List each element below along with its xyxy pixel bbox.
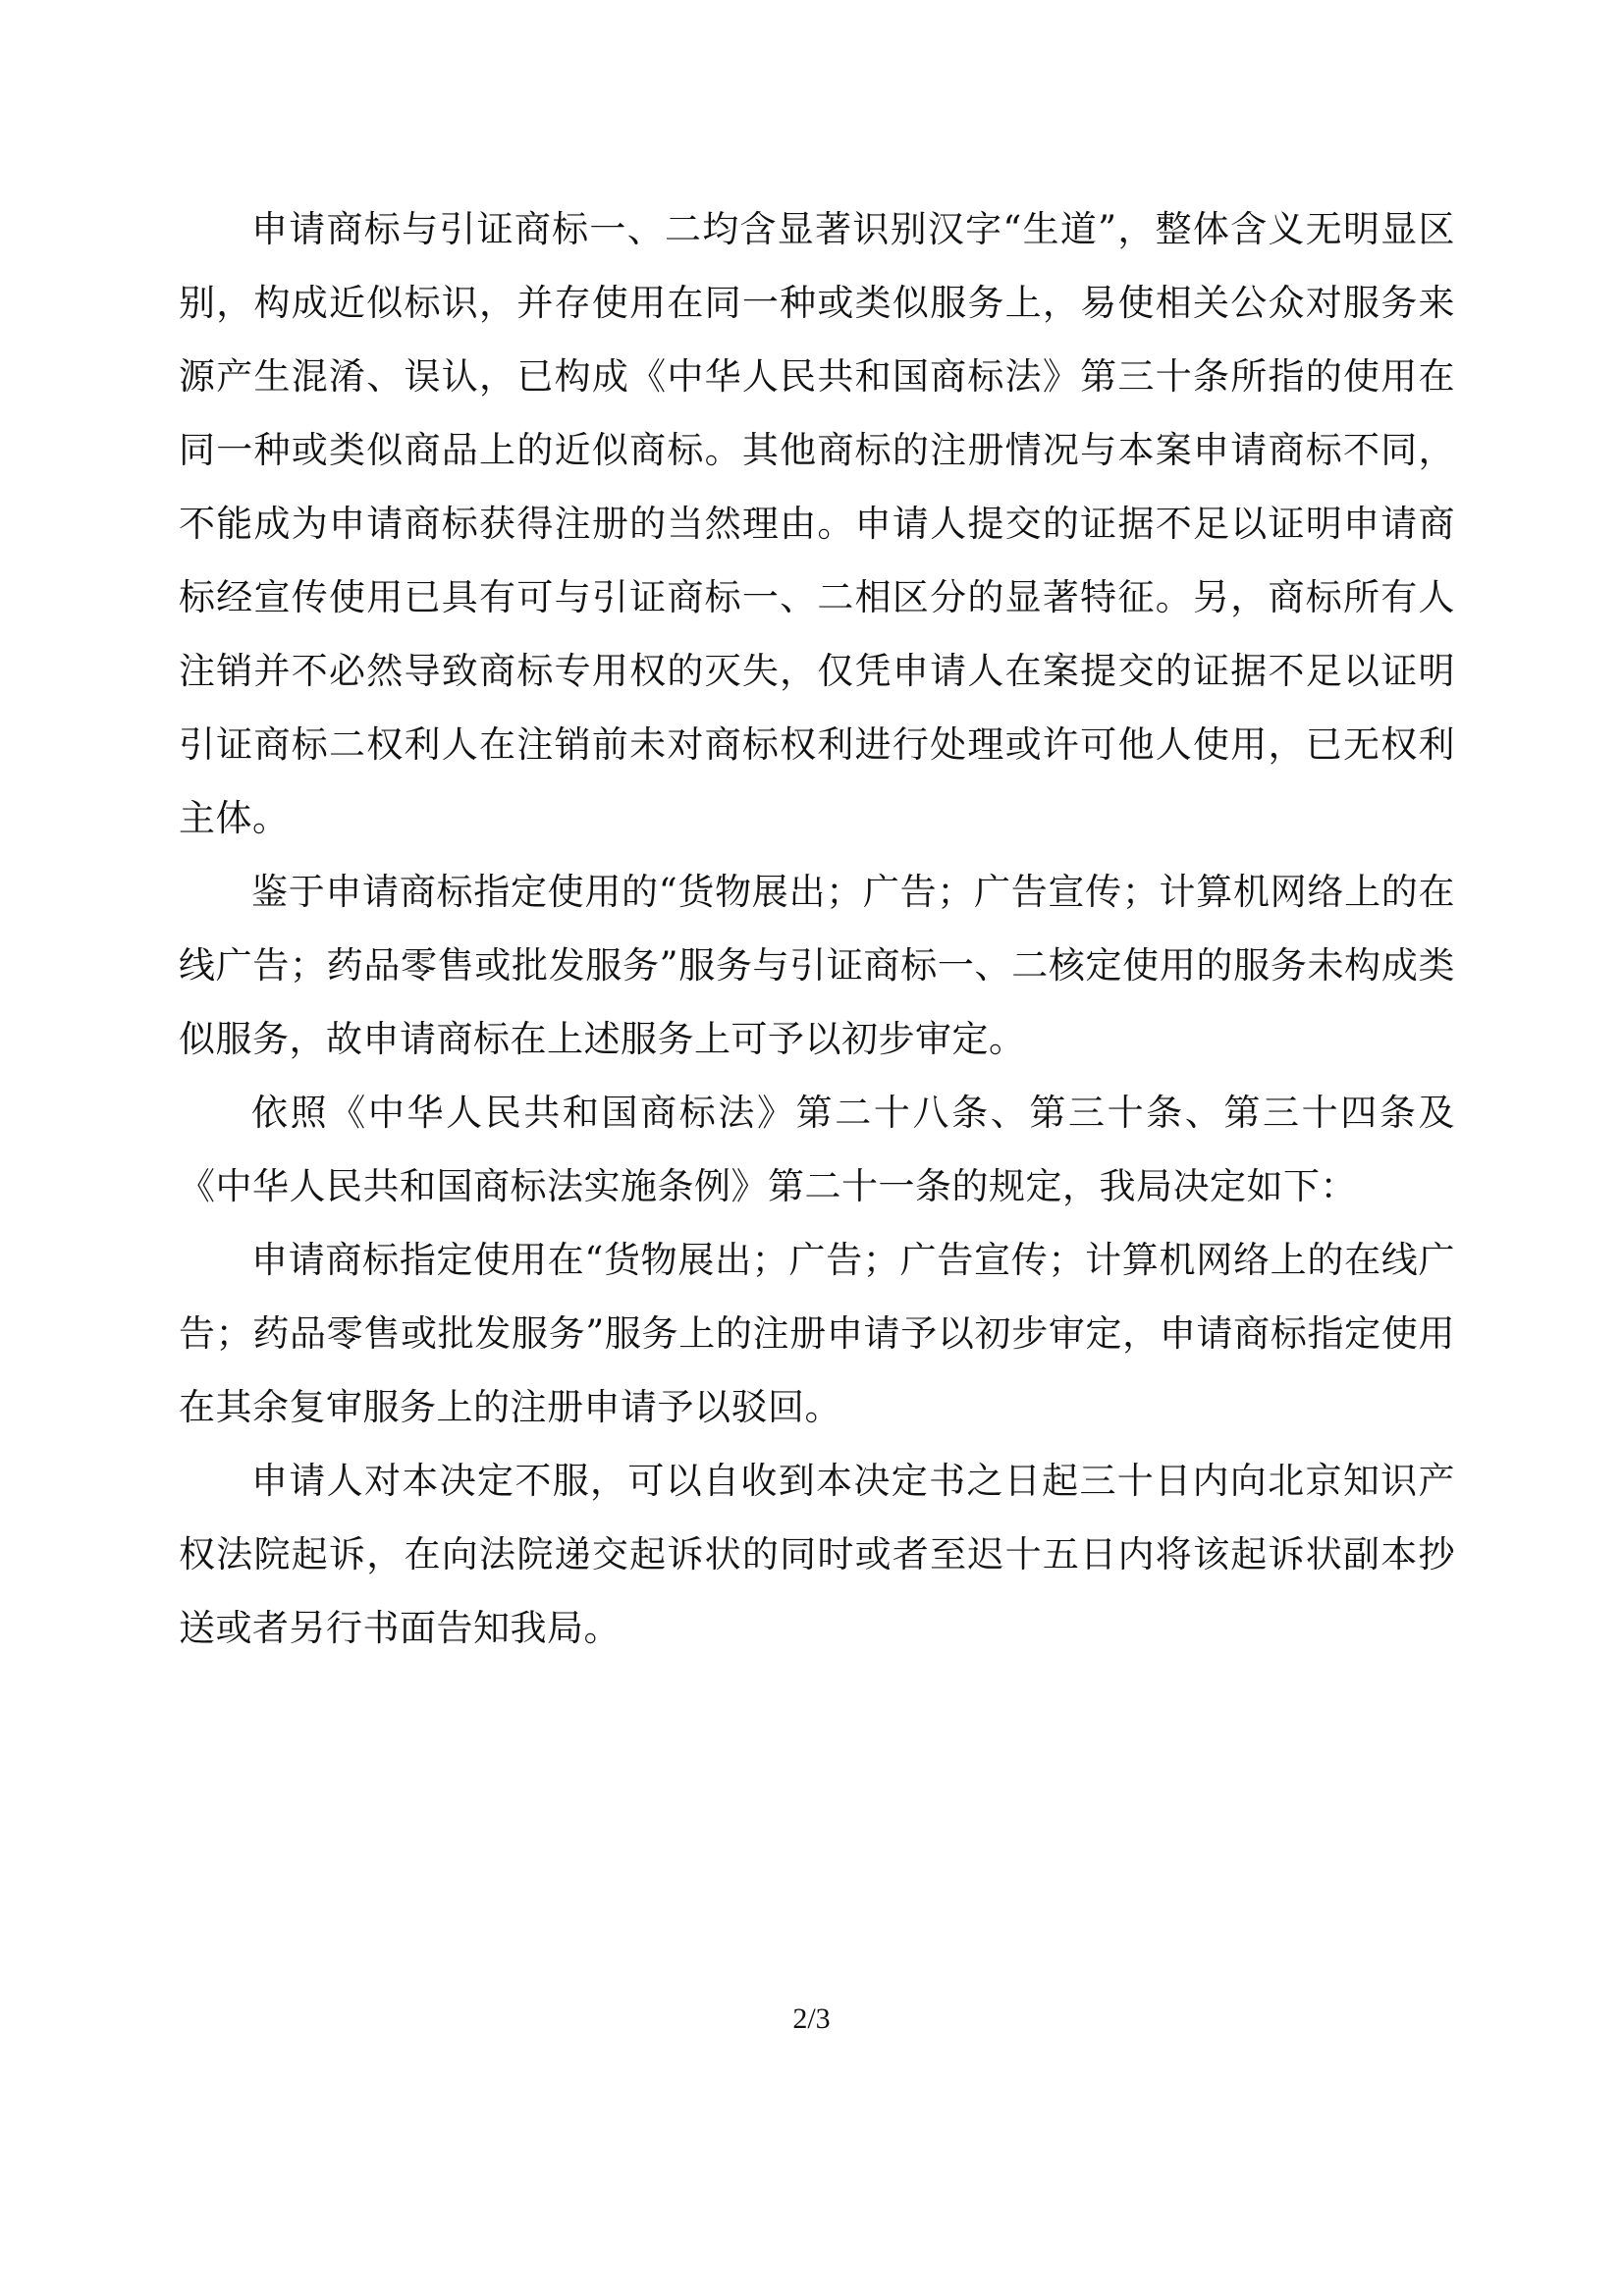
- paragraph-decision: 申请商标指定使用在“货物展出；广告；广告宣传；计算机网络上的在线广告；药品零售或批发服务”服务上的注册申请予以初步审定，申请商标指定使用在其余复审服务上的注册申请予以驳回。: [179, 1239, 1455, 1428]
- paragraph-reasoning: 申请商标与引证商标一、二均含显著识别汉字“生道”，整体含义无明显区别，构成近似标识，并存使用在同一种或类似服务上，易使相关公众对服务来源产生混淆、误认，已构成《中华人民共和国商标法》第三十条所指的使用在同一种或类似商品上的近似商标。其他商标的注册情况与本案申请商标不同，不能成为申请商标获得注册的当然理由。申请人提交的证据不足以证明申请商标经宣传使用已具有可与引证商标一、二相区分的显著特征。另，商标所有人注销并不必然导致商标专用权的灭失，仅凭申请人在案提交的证据不足以证明引证商标二权利人在注销前未对商标权利进行处理或许可他人使用，已无权利主体。: [179, 208, 1455, 839]
- document-body: [179, 192, 1455, 1665]
- paragraph-legal-basis: 依照《中华人民共和国商标法》第二十八条、第三十条、第三十四条及《中华人民共和国商标法实施条例》第二十一条的规定，我局决定如下：: [179, 1092, 1455, 1207]
- page-number: 2/3: [792, 2002, 831, 2035]
- paragraph-services-not-similar: 鉴于申请商标指定使用的“货物展出；广告；广告宣传；计算机网络上的在线广告；药品零售或批发服务”服务与引证商标一、二核定使用的服务未构成类似服务，故申请商标在上述服务上可予以初步审定。: [179, 871, 1455, 1060]
- paragraph-appeal-notice: 申请人对本决定不服，可以自收到本决定书之日起三十日内向北京知识产权法院起诉，在向法院递交起诉状的同时或者至迟十五日内将该起诉状副本抄送或者另行书面告知我局。: [179, 1460, 1455, 1649]
